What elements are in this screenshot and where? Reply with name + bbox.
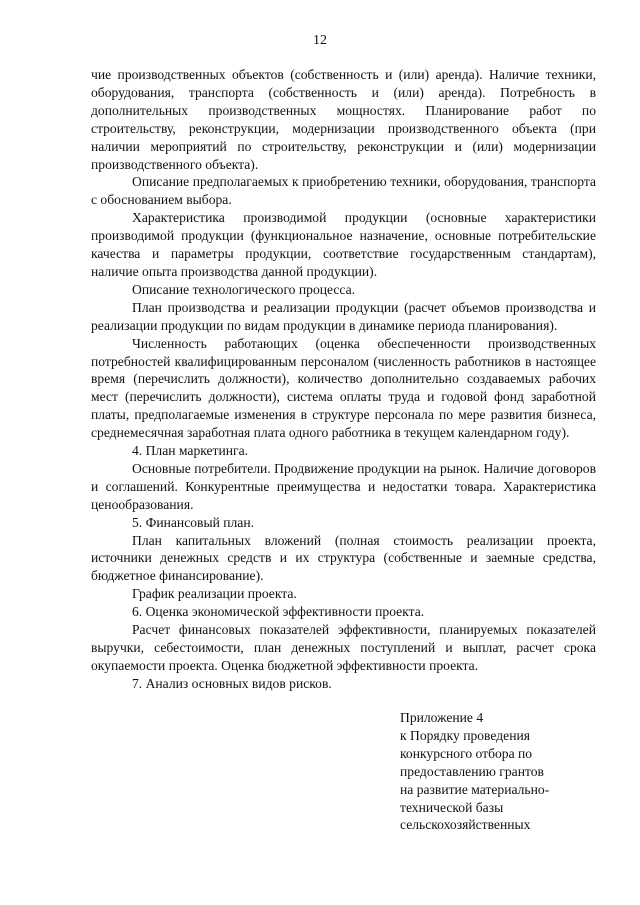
paragraph-equipment: Описание предполагаемых к приобретению техники, оборудования, транспорта с обоснованием выбора.: [91, 174, 596, 208]
paragraph-continuation: чие производственных объектов (собственность и (или) аренда). Наличие техники, оборудования, транспорта (собственность и (или) аренда). Потребность в дополнительных производственных мощностях. Планирование работ по строительству, реконструкции, модернизации производственного объекта (при наличии мероприятий по строительству, реконструкции и (или) модернизации производственного объекта).: [91, 67, 596, 172]
page-number: 12: [313, 33, 327, 48]
paragraph-capital-investment: План капитальных вложений (полная стоимость реализации проекта, источники денежных средств и их структура (собственные и заемные средства, бюджетное финансирование).: [91, 532, 596, 584]
paragraph-production-plan: План производства и реализации продукции (расчет объемов производства и реализации продукции по видам продукции в динамике периода планирования).: [91, 299, 596, 333]
paragraph-technology: Описание технологического процесса.: [132, 281, 356, 297]
section-heading-efficiency: 6. Оценка экономической эффективности проекта.: [132, 604, 425, 620]
section-heading-marketing: 4. План маркетинга.: [132, 443, 249, 459]
appendix-line: к Порядку проведения: [400, 727, 531, 743]
paragraph-consumers: Основные потребители. Продвижение продукции на рынок. Наличие договоров и соглашений. Конкурентные преимущества и недостатки товара. Характеристика ценообразования.: [91, 460, 596, 512]
appendix-line: Приложение 4: [400, 710, 484, 725]
appendix-line: конкурсного отбора по: [400, 745, 533, 761]
section-heading-finance: 5. Финансовый план.: [132, 514, 255, 530]
appendix-heading: [400, 709, 600, 834]
appendix-line: сельскохозяйственных: [400, 817, 531, 833]
section-heading-risks: 7. Анализ основных видов рисков.: [132, 675, 332, 691]
appendix-line: на развитие материально-: [400, 781, 550, 797]
paragraph-staff: Численность работающих (оценка обеспеченности производственных потребностей квалифицированным персоналом (численность работников в настоящее время (перечислить должности), количество дополнительно создаваемых рабочих мест (перечислить должности), система оплаты труда и годовой фонд заработной платы, предполагаемые изменения в структуре персонала по мере развития бизнеса, среднемесячная заработная плата одного работника в текущем календарном году).: [91, 335, 596, 441]
appendix-line: предоставлению грантов: [400, 763, 544, 779]
paragraph-schedule: График реализации проекта.: [132, 586, 297, 602]
paragraph-product-characteristics: Характеристика производимой продукции (основные характеристики производимой продукции (функциональное назначение, основные потребительские качества и параметры продукции, соответствие государственным стандартам), наличие опыта производства данной продукции).: [91, 210, 596, 279]
appendix-line: технической базы: [400, 799, 504, 815]
paragraph-financial-indicators: Расчет финансовых показателей эффективности, планируемых показателей выручки, себестоимости, план денежных поступлений и выплат, расчет срока окупаемости проекта. Оценка бюджетной эффективности проекта.: [91, 622, 596, 673]
document-body: [91, 66, 596, 693]
